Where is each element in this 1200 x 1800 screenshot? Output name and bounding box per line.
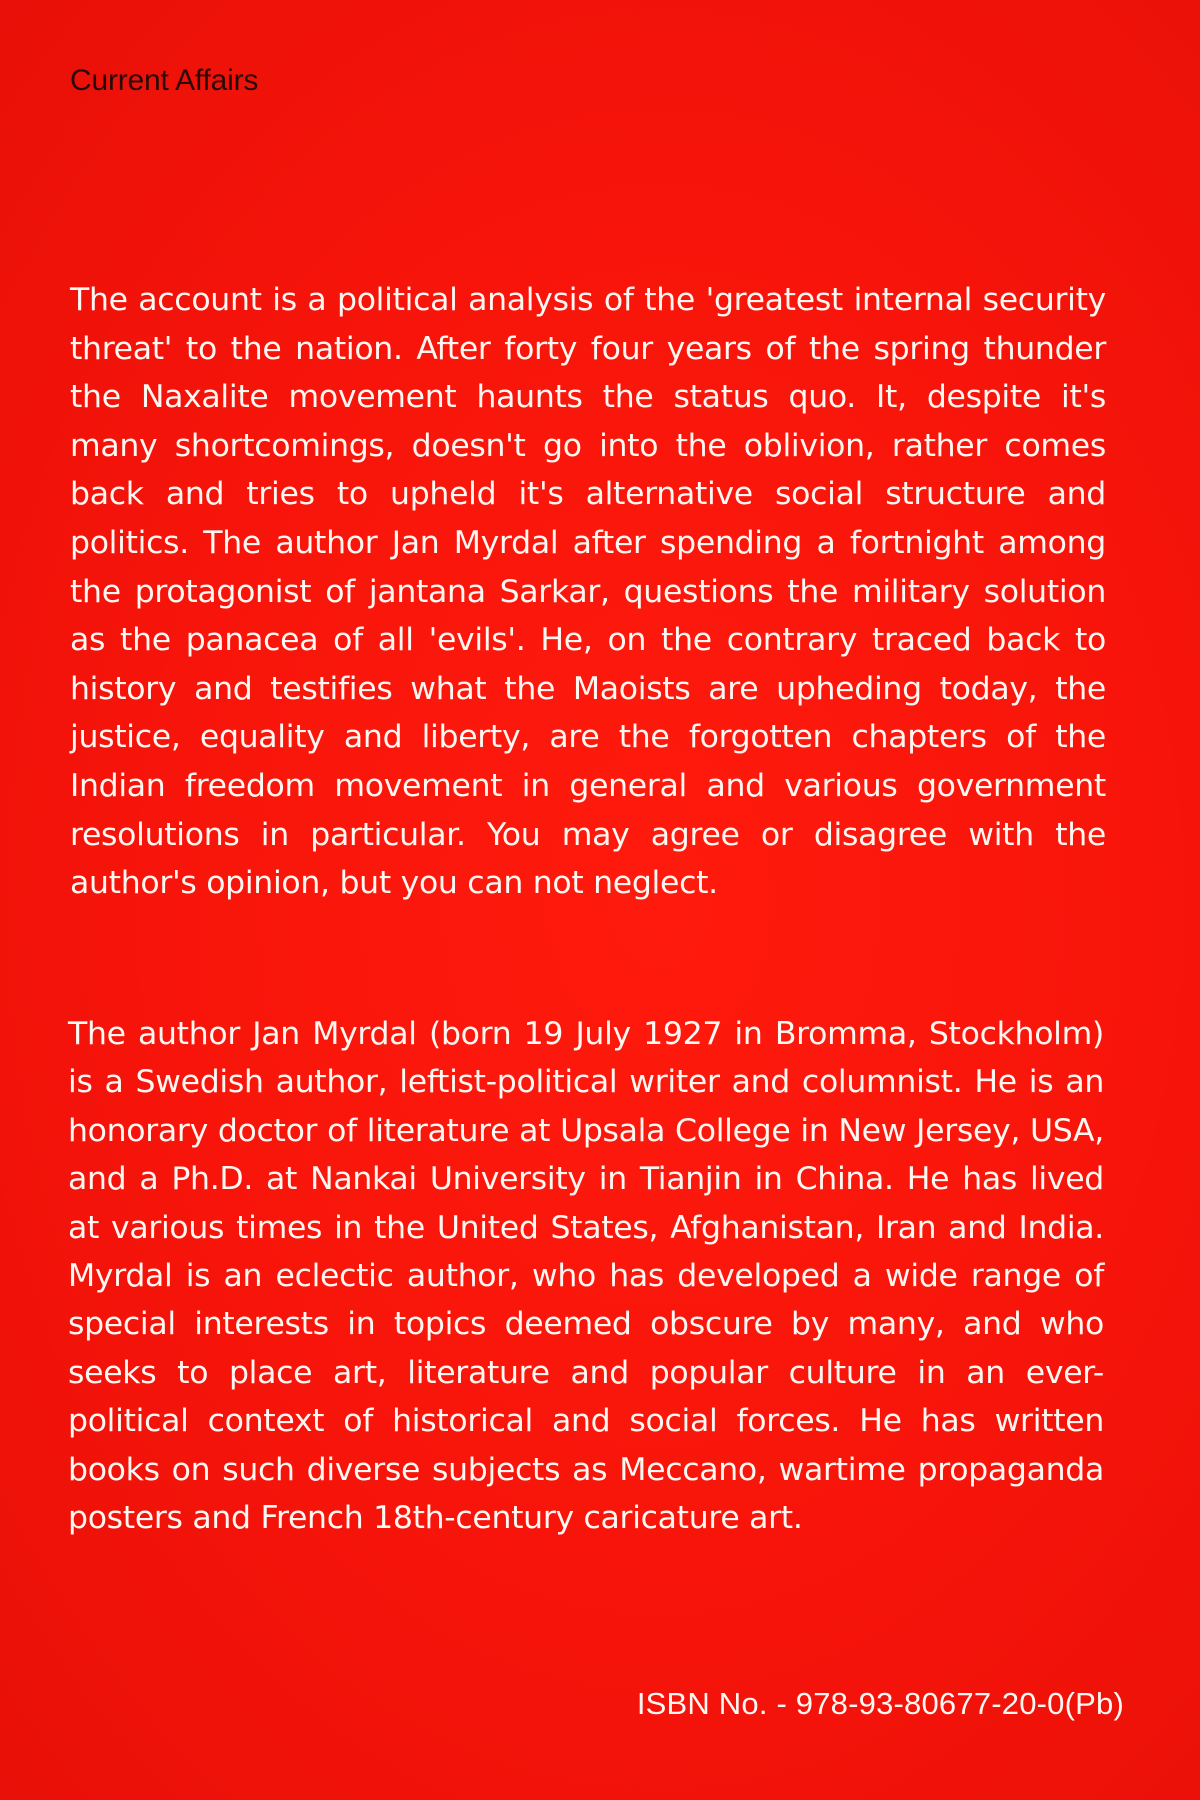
book-description: The account is a political analysis of the 'greatest internal security threat' to the nation. After forty four years of the spring thunder the Naxalite movement haunts the status quo. It, despite it's many shortcomings, doesn't go into the oblivion, rather comes back and tries to upheld it's alternative social structure and politics. The author Jan Myrdal after spending a fortnight among the protagonist of jantana Sarkar, questions the military solution as the panacea of all 'evils'. He, on the contrary traced back to history and testifies what the Maoists are upheding today, the justice, equality and liberty, are the forgotten chapters of the Indian freedom movement in general and various government resolutions in particular. You may agree or disagree with the author's opinion, but you can not neglect. [70,282,1106,902]
author-biography: The author Jan Myrdal (born 19 July 1927 in Bromma, Stockholm) is a Swedish author, leftist-political writer and columnist. He is an honorary doctor of literature at Upsala College in New Jersey, USA, and a Ph.D. at Nankai University in Tianjin in China. He has lived at various times in the United States, Afghanistan, Iran and India. Myrdal is an eclectic author, who has developed a wide range of special interests in topics deemed obscure by many, and who seeks to place art, literature and popular culture in an ever-political context of historical and social forces. He has written books on such diverse subjects as Meccano, wartime propaganda posters and French 18th-century caricature art. [68,1016,1104,1537]
isbn-number: ISBN No. - 978-93-80677-20-0(Pb) [636,1686,1124,1721]
category-label: Current Affairs [70,64,259,97]
